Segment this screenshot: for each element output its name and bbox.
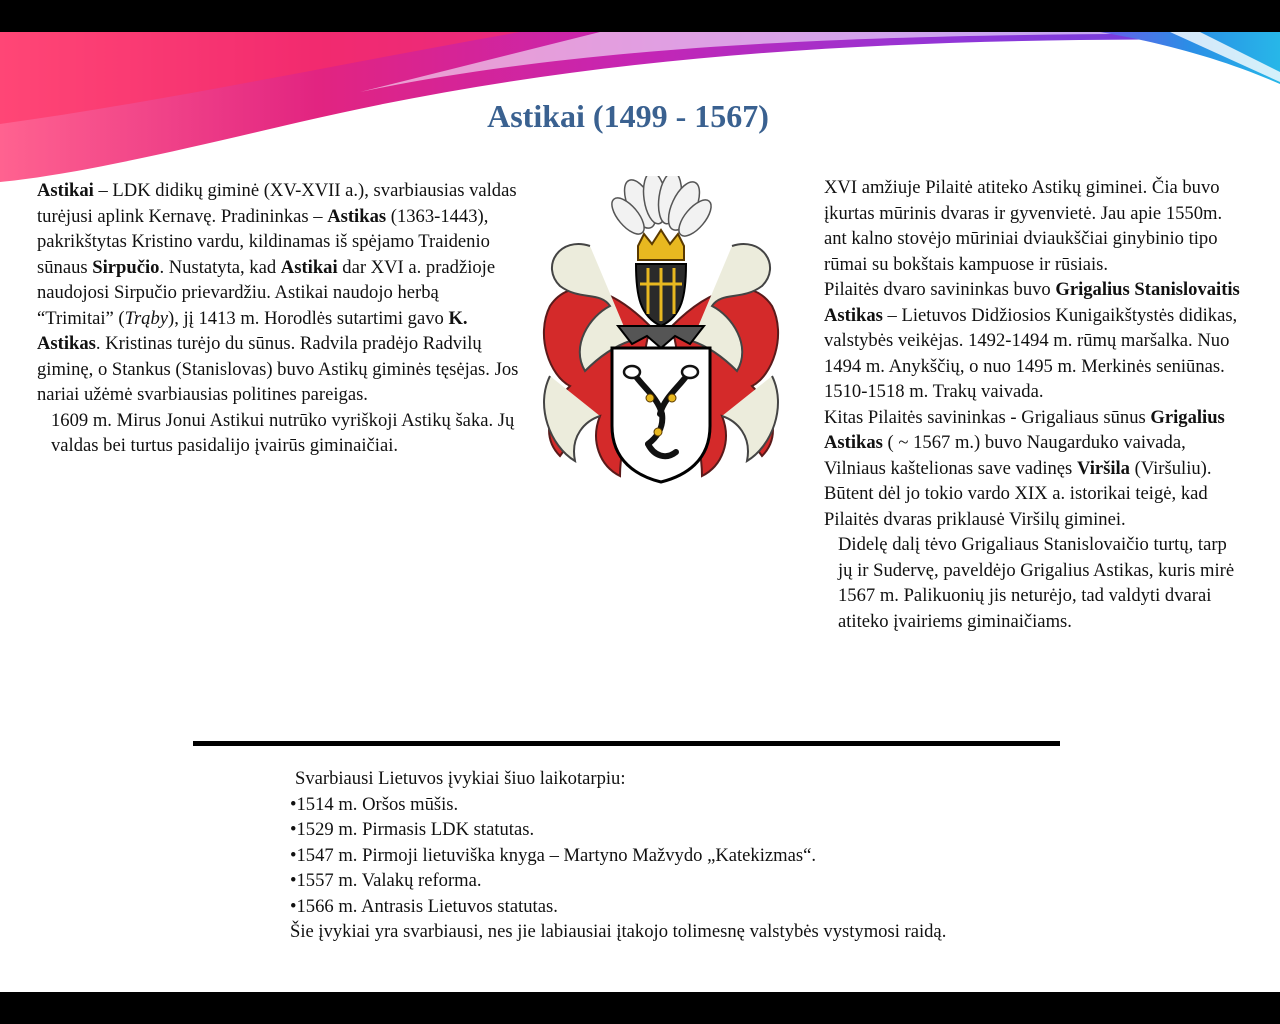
text: Kitas Pilaitės savininkas - Grigaliaus sūnus xyxy=(824,406,1151,428)
bold-text: Astikai xyxy=(280,256,338,278)
italic-text: Trąby xyxy=(124,307,169,329)
text: – Lietuvos Didžiosios Kunigaikštystės didikas, valstybės veikėjas. 1492-1494 m. rūmų maršalka. Nuo 1494 m. Anykščių, o nuo 1495 m. Merkinės seniūnas. 1510-1518 m. Trakų vaivada. xyxy=(824,304,1238,402)
paragraph xyxy=(824,405,1244,533)
event-item: •1529 m. Pirmasis LDK statutas. xyxy=(290,819,535,840)
coat-of-arms-image xyxy=(530,176,792,488)
events-heading: Svarbiausi Lietuvos įvykiai šiuo laikotarpiu: xyxy=(295,768,626,789)
text: . Kristinas turėjo du sūnus. Radvila pradėjo Radvilų giminę, o Stankus (Stanislovas) buvo Astikų giminės tęsėjas. Jos nariai užėmė svarbiausias politines pareigas. xyxy=(37,333,519,405)
text: (Viršuliu). Būtent dėl jo tokio vardo XIX a. istorikai teigė, kad Pilaitės dvaras priklausė Viršilų giminei. xyxy=(824,457,1212,530)
paragraph xyxy=(37,178,519,408)
slide-title: Astikai (1499 - 1567) xyxy=(487,98,769,134)
bold-text: Astikai xyxy=(37,180,94,201)
text: ), jį 1413 m. Horodlės sutartimi gavo xyxy=(168,307,449,329)
bold-text: K. Astikas xyxy=(37,307,468,354)
text: dar XVI a. pradžioje naudojosi Sirpučio prievardžiu. Astikai naudojo herbą “Trimitai” ( xyxy=(37,256,496,329)
paragraph: XVI amžiuje Pilaitė atiteko Astikų giminei. Čia buvo įkurtas mūrinis dvaras ir gyvenvietė. Jau apie 1550m. ant kalno stovėjo mūriniai dviaukščiai ginybinio tipo rūmai su bokštais kampuose ir rūsiais. xyxy=(824,177,1223,275)
event-item: •1547 m. Pirmoji lietuviška knyga – Martyno Mažvydo „Katekizmas“. xyxy=(290,844,816,866)
bold-text: Grigalius Stanislovaitis Astikas xyxy=(824,279,1240,326)
event-item: •1566 m. Antrasis Lietuvos statutas. xyxy=(290,895,558,917)
text: (1363-1443), pakrikštytas Kristino vardu, kildinamas iš spėjamo Traidenio sūnaus xyxy=(37,205,490,278)
text: ( ~ 1567 m.) buvo Naugarduko vaivada, Vilniaus kaštelionas save vadinęs xyxy=(824,432,1186,479)
bold-text: Astikas xyxy=(327,205,387,227)
text: . Nustatyta, kad xyxy=(159,256,281,278)
bold-text: Viršila xyxy=(1076,457,1130,479)
text: – LDK didikų giminė (XV-XVII a.), svarbiausias valdas turėjusi aplink Kernavę. Pradininkas – xyxy=(37,180,517,227)
event-item: •1557 m. Valakų reforma. xyxy=(290,870,482,891)
text: Pilaitės dvaro savininkas buvo xyxy=(824,279,1056,300)
events-conclusion: Šie įvykiai yra svarbiausi, nes jie labiausiai įtakojo tolimesnę valstybės vystymosi raidą. xyxy=(290,921,947,942)
bold-text: Sirpučio xyxy=(92,256,160,278)
left-text-column xyxy=(37,178,519,459)
event-item: •1514 m. Oršos mūšis. xyxy=(290,793,459,815)
paragraph: Didelę dalį tėvo Grigaliaus Stanislovaičio turtų, tarp jų ir Sudervę, paveldėjo Grigalius Astikas, kuris mirė 1567 m. Palikuonių jis neturėjo, tad valdyti dvarai atiteko įvairiems giminaičiams. xyxy=(838,534,1235,632)
paragraph: 1609 m. Mirus Jonui Astikui nutrūko vyriškoji Astikų šaka. Jų valdas bei turtus pasidalijo įvairūs giminaičiai. xyxy=(51,409,515,456)
paragraph xyxy=(824,277,1244,405)
divider-line xyxy=(193,741,1060,746)
slide xyxy=(0,32,1280,992)
bold-text: Grigalius Astikas xyxy=(824,406,1225,453)
right-text-column xyxy=(824,175,1244,634)
events-block xyxy=(290,766,1190,945)
